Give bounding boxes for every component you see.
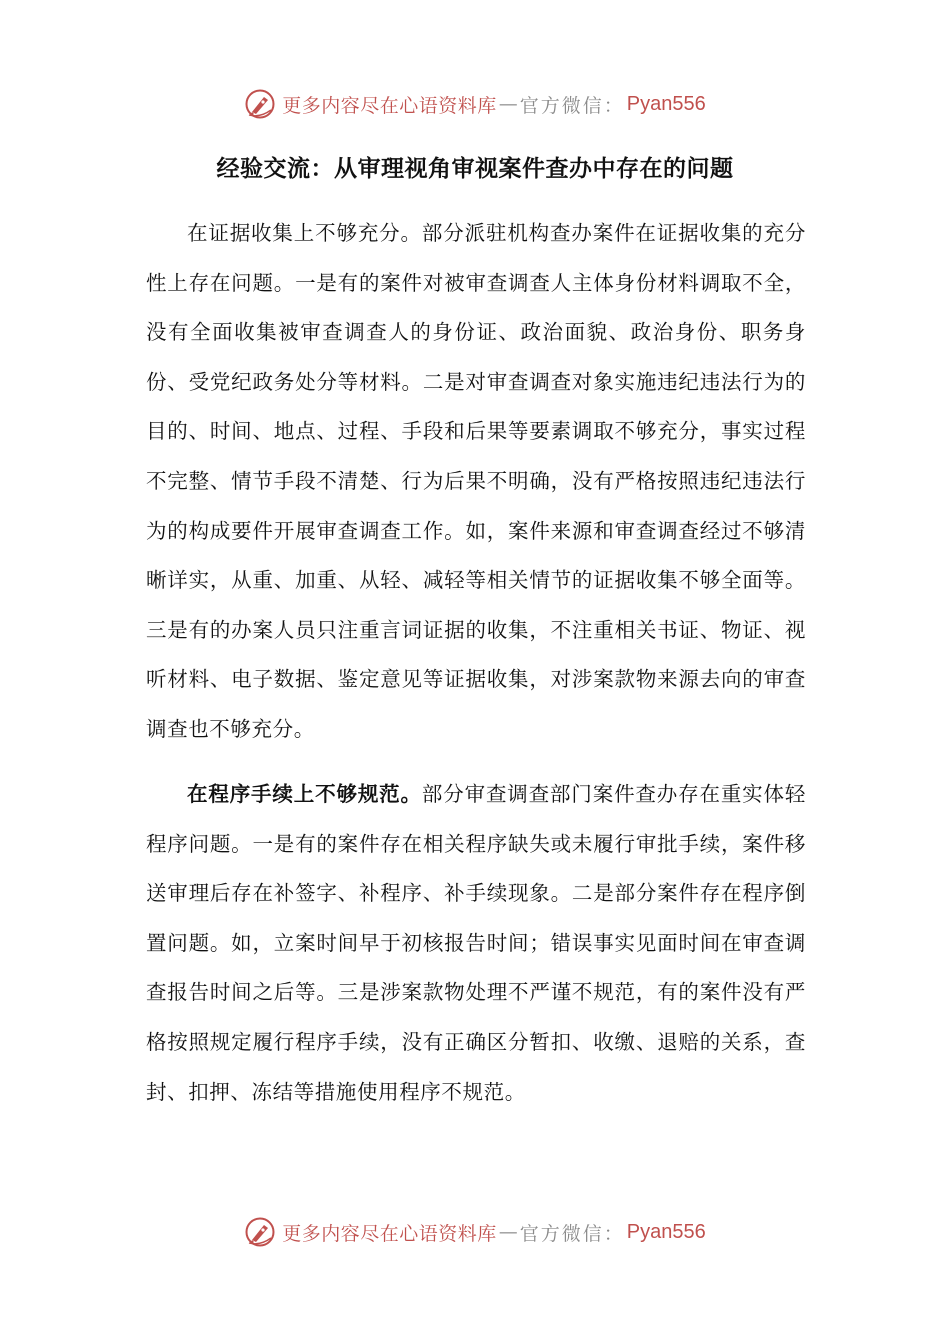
watermark-official-label: 官方微信： bbox=[519, 94, 625, 117]
watermark-official-label: 官方微信： bbox=[519, 1222, 625, 1245]
watermark-brand-text: 更多内容尽在心语资料库 bbox=[282, 94, 497, 117]
pen-nib-logo-icon bbox=[244, 88, 276, 120]
watermark-brand-text: 更多内容尽在心语资料库 bbox=[282, 1222, 497, 1245]
watermark-wechat-id: Pyan556 bbox=[626, 1220, 706, 1243]
document-title: 经验交流：从审理视角审视案件查办中存在的问题 bbox=[216, 156, 734, 182]
paragraph-text: 部分审查调查部门案件查办存在重实体轻程序问题。一是有的案件存在相关程序缺失或未履行审批手续，案件移送审理后存在补签字、补程序、补手续现象。二是部分案件存在程序倒置问题。如，立案时间早于初核报告时间；错误事实见面时间在审查调查报告时间之后等。三是涉案款物处理不严谨不规范，有的案件没有严格按照规定履行程序手续，没有正确区分暂扣、收缴、退赔的关系，查封、扣押、冻结等措施使用程序不规范。 bbox=[146, 782, 806, 1104]
paragraph-text: 在证据收集上不够充分。部分派驻机构查办案件在证据收集的充分性上存在问题。一是有的案件对被审查调查人主体身份材料调取不全，没有全面收集被审查调查人的身份证、政治面貌、政治身份、职务身份、受党纪政务处分等材料。二是对审查调查对象实施违纪违法行为的目的、时间、地点、过程、手段和后果等要素调取不够充分，事实过程不完整、情节手段不清楚、行为后果不明确，没有严格按照违纪违法行为的构成要件开展审查调查工作。如，案件来源和审查调查经过不够清晰详实，从重、加重、从轻、减轻等相关情节的证据收集不够全面等。三是有的办案人员只注重言词证据的收集，不注重相关书证、物证、视听材料、电子数据、鉴定意见等证据收集，对涉案款物来源去向的审查调查也不够充分。 bbox=[146, 221, 806, 741]
watermark-banner-bottom bbox=[0, 1212, 950, 1252]
paragraph-evidence-collection bbox=[146, 209, 806, 755]
watermark-banner-top bbox=[0, 84, 950, 124]
watermark-dash: — bbox=[498, 93, 518, 115]
paragraph-procedure-formalities bbox=[146, 770, 806, 1117]
paragraph-lead-bold: 在程序手续上不够规范。 bbox=[187, 782, 422, 806]
watermark-dash: — bbox=[498, 1221, 518, 1243]
watermark-wechat-id: Pyan556 bbox=[626, 92, 706, 115]
pen-nib-logo-icon bbox=[244, 1216, 276, 1248]
